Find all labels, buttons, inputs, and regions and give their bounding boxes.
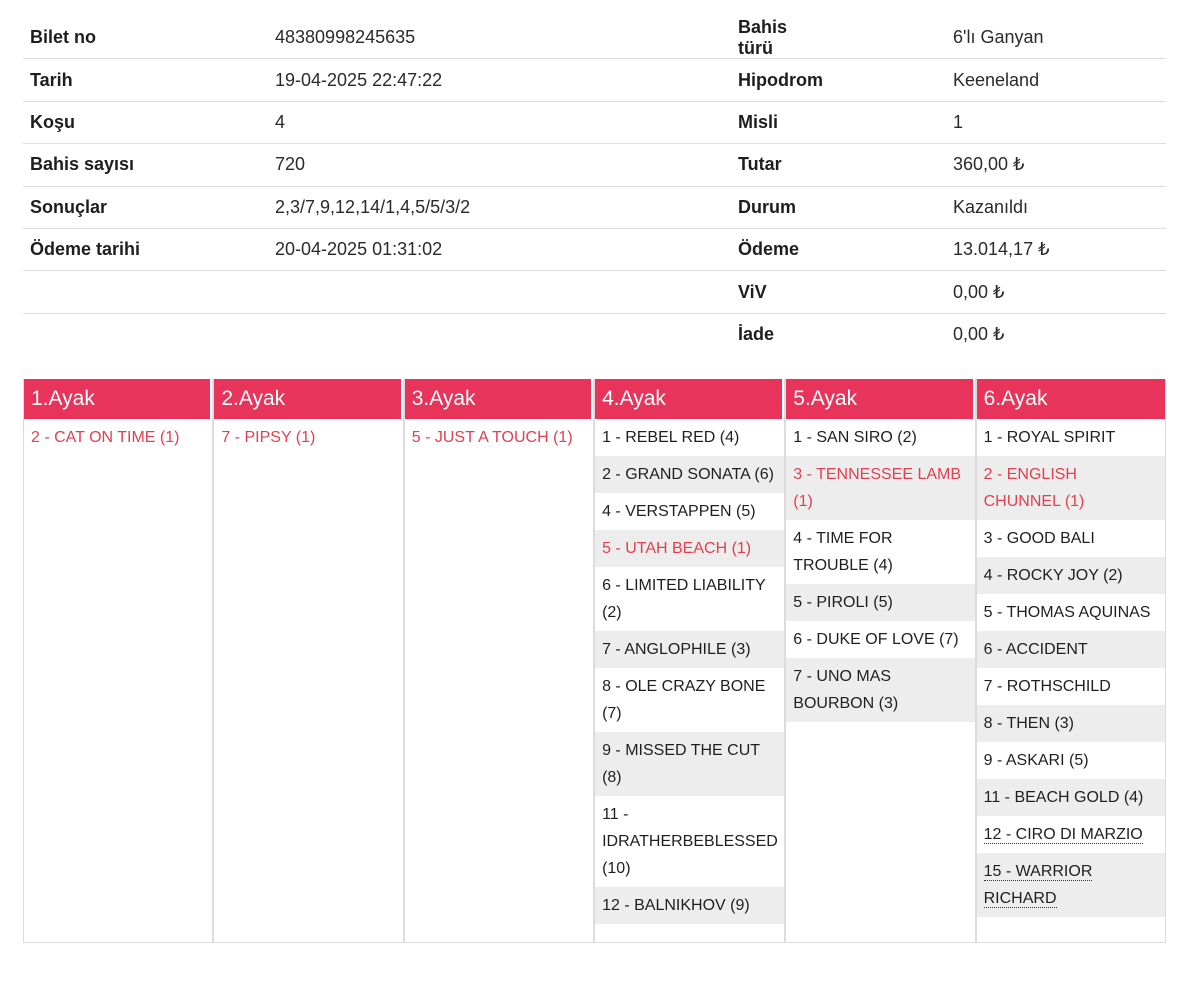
leg-header: 1.Ayak [24,379,212,419]
horse-entry [977,742,1165,779]
info-value: 0,00 ₺ [953,281,1005,302]
leg-horse-list [786,419,974,942]
info-value: 13.014,17 ₺ [953,239,1050,260]
leg-column [213,379,403,943]
horse-label: 6 - ACCIDENT [983,641,1088,658]
info-value: 6'lı Ganyan [953,27,1044,48]
horse-label: 12 - CIRO DI MARZIO [983,826,1143,843]
info-row [23,229,1166,271]
horse-label: 1 - ROYAL SPIRIT [983,429,1116,446]
horse-label: 3 - GOOD BALI [983,530,1095,547]
info-label: Ödeme tarihi [30,239,141,260]
leg-header: 3.Ayak [405,379,593,419]
info-value: 1 [953,111,964,132]
horse-entry [595,456,784,493]
leg-horse-list [977,419,1165,942]
info-label: Tarih [30,69,73,90]
horse-entry [595,493,784,530]
horse-label: 9 - MISSED THE CUT (8) [602,742,760,786]
horse-label: 12 - BALNIKHOV (9) [602,897,750,914]
horse-label: 7 - UNO MAS BOURBON (3) [793,668,899,712]
horse-entry [977,631,1165,668]
leg-column [785,379,975,943]
winning-horse-entry [24,419,212,456]
info-row [23,102,1166,144]
info-value: 2,3/7,9,12,14/1,4,5/5/3/2 [275,196,471,217]
horse-label: 1 - SAN SIRO (2) [793,429,917,446]
horse-label: 4 - ROCKY JOY (2) [983,567,1123,584]
horse-entry [595,887,784,924]
horse-entry [595,419,784,456]
info-row [23,271,1166,313]
horse-entry [595,668,784,732]
info-value: 20-04-2025 01:31:02 [275,239,443,260]
horse-label: 2 - ENGLISH CHUNNEL (1) [983,466,1085,510]
winning-horse-entry [214,419,402,456]
info-value: 19-04-2025 22:47:22 [275,69,443,90]
horse-label: 8 - THEN (3) [983,715,1075,732]
leg-column [976,379,1166,943]
info-value: 48380998245635 [275,27,416,48]
info-row [23,144,1166,186]
horse-entry [977,816,1165,853]
leg-horse-list [595,419,784,942]
horse-label: 15 - WARRIOR RICHARD [983,863,1093,907]
leg-column [23,379,213,943]
horse-entry [977,779,1165,816]
leg-horse-list [24,419,212,942]
horse-label: 4 - VERSTAPPEN (5) [602,503,756,520]
info-value: 0,00 ₺ [953,324,1005,345]
horse-label: 4 - TIME FOR TROUBLE (4) [793,530,893,574]
winning-horse-entry [786,456,974,520]
leg-horse-list [405,419,593,942]
horse-entry [977,705,1165,742]
horse-label: 7 - PIPSY (1) [221,429,316,446]
info-label: ViV [738,281,767,302]
leg-column [404,379,594,943]
info-label: Durum [738,196,796,217]
legs-table [23,379,1166,943]
winning-horse-entry [595,530,784,567]
info-label: Ödeme [738,239,800,260]
horse-entry [977,520,1165,557]
horse-entry [786,419,974,456]
horse-entry [595,567,784,631]
horse-label: 5 - JUST A TOUCH (1) [411,429,573,446]
horse-label: 8 - OLE CRAZY BONE (7) [602,678,766,722]
horse-entry [786,584,974,621]
horse-label: 5 - PIROLI (5) [793,594,893,611]
info-label: Hipodrom [738,69,823,90]
horse-entry [977,668,1165,705]
info-label: Tutar [738,154,782,175]
leg-header: 4.Ayak [595,379,784,419]
leg-header: 2.Ayak [214,379,402,419]
info-row [23,314,1166,356]
horse-entry [595,732,784,796]
horse-entry [977,853,1165,917]
horse-label: 9 - ASKARI (5) [983,752,1089,769]
leg-header: 5.Ayak [786,379,974,419]
info-value: Kazanıldı [953,196,1029,217]
horse-label: 3 - TENNESSEE LAMB (1) [793,466,962,510]
horse-label: 11 - BEACH GOLD (4) [983,789,1144,806]
horse-entry [786,520,974,584]
info-label: Sonuçlar [30,196,108,217]
horse-label: 7 - ANGLOPHILE (3) [602,641,751,658]
horse-label: 2 - GRAND SONATA (6) [602,466,774,483]
empty-cell [23,314,593,356]
leg-horse-list [214,419,402,942]
info-value: 360,00 ₺ [953,154,1025,175]
info-row [23,187,1166,229]
horse-label: 5 - UTAH BEACH (1) [602,540,752,557]
horse-entry [786,621,974,658]
leg-header: 6.Ayak [977,379,1165,419]
info-label: İade [738,324,775,345]
info-value: 720 [275,154,306,175]
ticket-info-table [23,17,1166,356]
info-label: Koşu [30,111,75,132]
horse-label: 1 - REBEL RED (4) [602,429,740,446]
horse-label: 6 - LIMITED LIABILITY (2) [602,577,766,621]
leg-column [594,379,785,943]
info-row [23,17,1166,59]
info-label: Bahis sayısı [30,154,135,175]
horse-label: 7 - ROTHSCHILD [983,678,1111,695]
info-label: Bahis türü [738,16,788,58]
horse-entry [595,796,784,887]
empty-cell [23,271,593,312]
horse-label: 6 - DUKE OF LOVE (7) [793,631,959,648]
info-value: 4 [275,111,286,132]
horse-entry [977,557,1165,594]
winning-horse-entry [977,456,1165,520]
horse-label: 2 - CAT ON TIME (1) [31,429,180,446]
horse-entry [977,594,1165,631]
horse-entry [977,419,1165,456]
horse-label: 5 - THOMAS AQUINAS [983,604,1151,621]
horse-label: 11 - IDRATHERBEBLESSED (10) [602,806,778,877]
horse-entry [786,658,974,722]
info-label: Bilet no [30,27,96,48]
winning-horse-entry [405,419,593,456]
horse-entry [595,631,784,668]
info-label: Misli [738,111,779,132]
info-row [23,59,1166,101]
info-value: Keeneland [953,69,1040,90]
